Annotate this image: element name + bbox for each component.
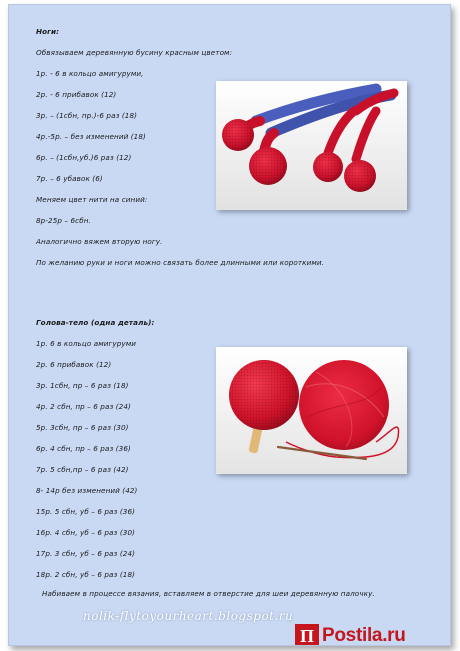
postila-logo-text: Postila.ru — [322, 625, 406, 646]
head-body-line: 7р. 5 сбн,пр – 6 раз (42) — [36, 465, 129, 474]
head-body-line: 17р. 3 сбн, уб – 6 раз (24) — [36, 549, 136, 558]
postila-logo — [295, 622, 406, 646]
legs-line: 4р.-5р. – без изменений (18) — [36, 132, 146, 141]
head-body-line: 5р. 3сбн, пр – 6 раз (30) — [36, 423, 129, 432]
legs-title: Ноги: — [36, 27, 60, 36]
head-body-note: Набиваем в процессе вязания, вставляем в отверстие для шеи деревянную палочку. — [42, 589, 375, 598]
head-body-line: 1р. 6 в кольцо амигуруми — [36, 339, 137, 348]
crocheted-legs-image — [216, 81, 407, 210]
crocheted-ball-and-yarn-image — [216, 347, 407, 474]
head-body-line: 18р. 2 сбн, уб – 6 раз (18) — [36, 570, 136, 579]
head-body-line: 8- 14р без изменений (42) — [36, 486, 138, 495]
head-body-photo — [216, 347, 407, 474]
head-body-title: Голова-тело (одна деталь): — [36, 318, 155, 327]
head-body-line: 4р. 2 сбн, пр – 6 раз (24) — [36, 402, 131, 411]
legs-photo — [216, 81, 407, 210]
head-body-line: 3р. 1сбн, пр – 6 раз (18) — [36, 381, 129, 390]
legs-line: 3р. – (1сбн, пр.)-6 раз (18) — [36, 111, 138, 120]
legs-line: Аналогично вяжем вторую ногу. — [36, 237, 163, 246]
legs-line: Обвязываем деревянную бусину красным цветом: — [36, 48, 233, 57]
legs-line: 8р-25р – 6сбн. — [36, 216, 91, 225]
legs-line: 7р. – 6 убавок (6) — [36, 174, 103, 183]
head-body-line: 15р. 5 сбн, уб – 6 раз (36) — [36, 507, 136, 516]
legs-line: По желанию руки и ноги можно связать более длинными или короткими. — [36, 258, 325, 267]
postila-logo-badge: П — [295, 624, 319, 646]
legs-line: 2р. - 6 прибавок (12) — [36, 90, 117, 99]
legs-line: 1р. - 6 в кольцо амигуруми, — [36, 69, 144, 78]
head-body-line: 16р. 4 сбн, уб – 6 раз (30) — [36, 528, 136, 537]
legs-line: Меняем цвет нити на синий: — [36, 195, 148, 204]
pattern-page — [8, 4, 451, 646]
blog-watermark: nolik-flytoyourheart.blogspot.ru — [83, 609, 294, 623]
legs-line: 6р. – (1сбн,уб.)6 раз (12) — [36, 153, 132, 162]
head-body-line: 2р. 6 прибавок (12) — [36, 360, 112, 369]
head-body-line: 6р. 4 сбн, пр – 6 раз (36) — [36, 444, 131, 453]
